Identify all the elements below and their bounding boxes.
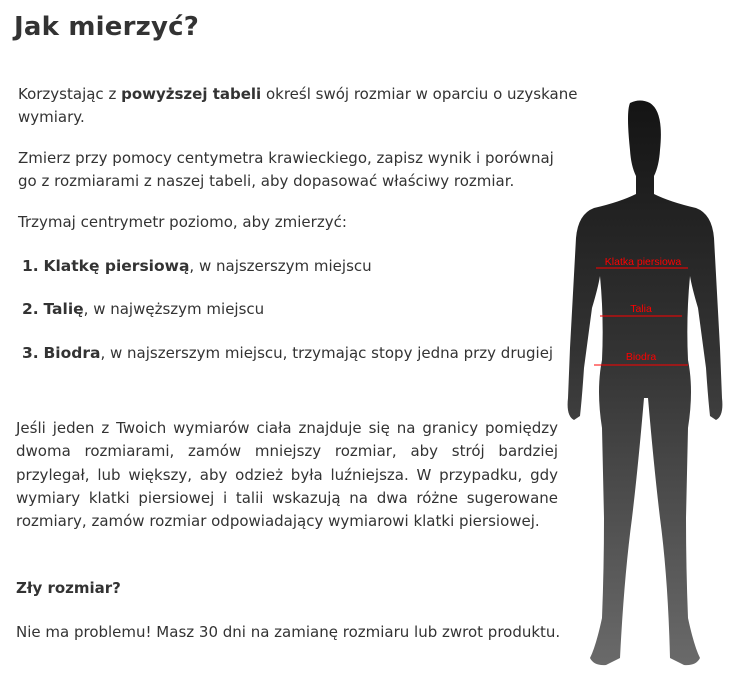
step-rest: , w najszerszym miejscu bbox=[189, 257, 372, 275]
page-title: Jak mierzyć? bbox=[14, 12, 199, 42]
chest-label: Klatka piersiowa bbox=[604, 256, 682, 268]
intro-text-bold: powyższej tabeli bbox=[121, 85, 262, 103]
intro-line-2: wymiary. bbox=[18, 108, 85, 126]
body-silhouette bbox=[560, 98, 730, 670]
hold-instruction: Trzymaj centrymetr poziomo, aby zmierzyć: bbox=[18, 213, 347, 231]
step-waist bbox=[22, 298, 264, 321]
wrong-size-heading: Zły rozmiar? bbox=[16, 579, 121, 597]
intro-line bbox=[18, 83, 577, 106]
step-hips bbox=[22, 342, 553, 365]
step-number: 2. bbox=[22, 300, 39, 318]
hips-label: Biodra bbox=[625, 351, 657, 363]
size-between-note: Jeśli jeden z Twoich wymiarów ciała znajduje się na granicy pomiędzy dwoma rozmiarami, zamów mniejszy rozmiar, aby strój bardziej przylegał, lub większy, aby odzież była luźniejsza. W przypadku, gdy wymiary klatki piersiowej i talii wskazują na dwa różne sugerowane rozmiary, zamów rozmiar odpowiadający wymiarowi klatki piersiowej. bbox=[16, 419, 558, 531]
measure-line-2: go z rozmiarami z naszej tabeli, aby dopasować właściwy rozmiar. bbox=[18, 172, 515, 190]
step-rest: , w najszerszym miejscu, trzymając stopy jedna przy drugiej bbox=[100, 344, 554, 362]
step-bold: Talię bbox=[43, 300, 84, 318]
intro-text-before: Korzystając z bbox=[18, 85, 122, 103]
silhouette-shape bbox=[568, 101, 723, 666]
step-number: 1. bbox=[22, 257, 39, 275]
body-measurement-figure bbox=[560, 98, 730, 670]
step-chest bbox=[22, 255, 372, 278]
intro-text-after: określ swój rozmiar w oparciu o uzyskane bbox=[261, 85, 578, 103]
step-bold: Klatkę piersiową bbox=[43, 257, 190, 275]
waist-label: Talia bbox=[630, 303, 652, 315]
step-number: 3. bbox=[22, 344, 39, 362]
step-rest: , w najwęższym miejscu bbox=[83, 300, 265, 318]
measure-line-1: Zmierz przy pomocy centymetra krawieckiego, zapisz wynik i porównaj bbox=[18, 149, 554, 167]
return-policy-text: Nie ma problemu! Masz 30 dni na zamianę rozmiaru lub zwrot produktu. bbox=[16, 623, 561, 641]
step-bold: Biodra bbox=[43, 344, 101, 362]
